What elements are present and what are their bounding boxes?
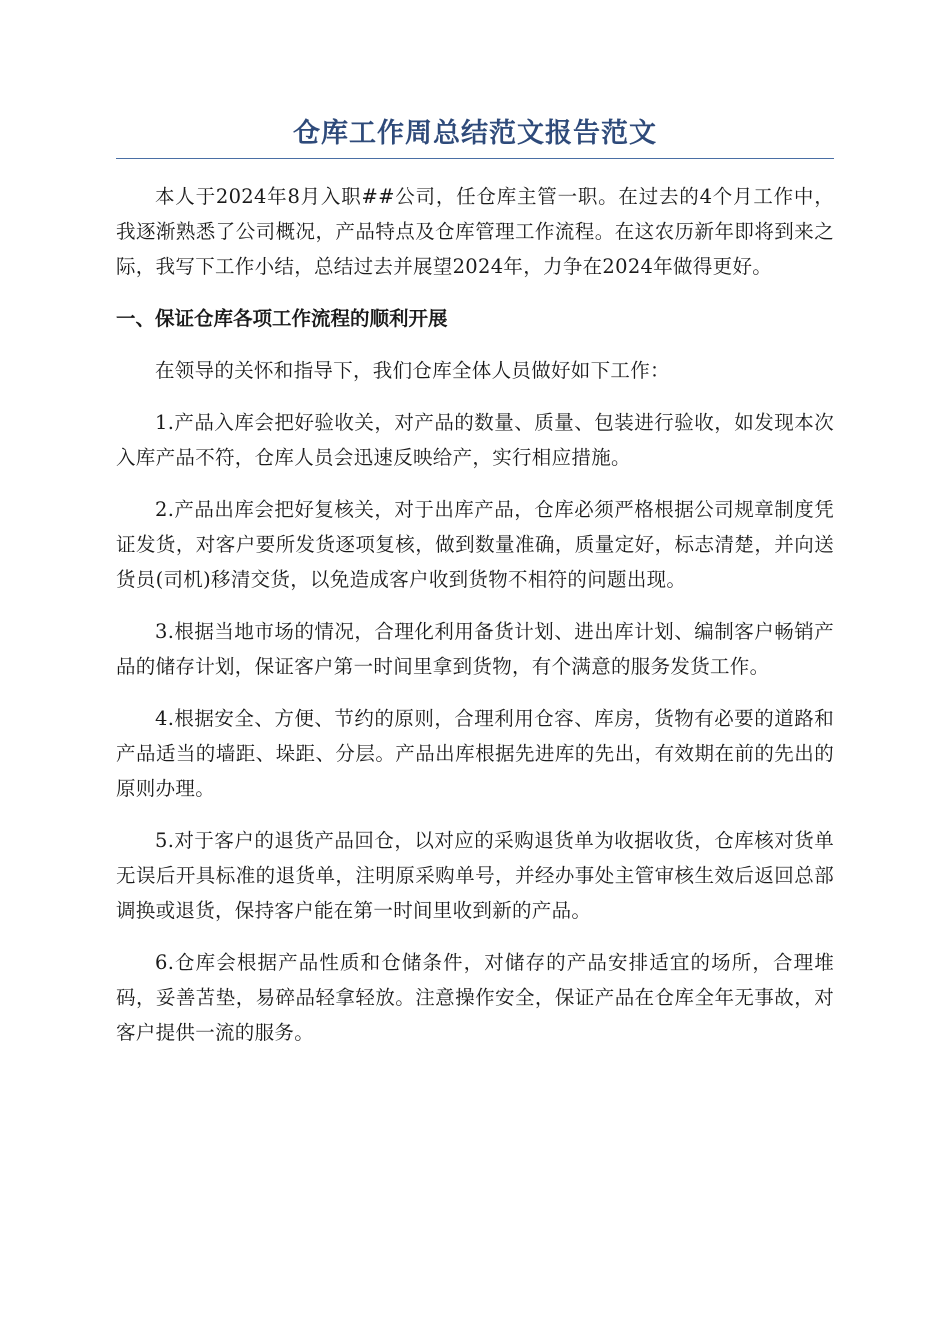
- list-item-5: 5.对于客户的退货产品回仓，以对应的采购退货单为收据收货，仓库核对货单无误后开具标准的退货单，注明原采购单号，并经办事处主管审核生效后返回总部调换或退货，保持客户能在第一时间里收到新的产品。: [116, 829, 834, 922]
- list-item-6: 6.仓库会根据产品性质和仓储条件，对储存的产品安排适宜的场所，合理堆码，妥善苫垫，易碎品轻拿轻放。注意操作安全，保证产品在仓库全年无事故，对客户提供一流的服务。: [116, 951, 834, 1044]
- section-lead-paragraph: 在领导的关怀和指导下，我们仓库全体人员做好如下工作：: [155, 359, 670, 382]
- section-heading: 一、保证仓库各项工作流程的顺利开展: [116, 307, 448, 330]
- spacer: [116, 159, 834, 179]
- list-item-1: 1.产品入库会把好验收关，对产品的数量、质量、包装进行验收，如发现本次入库产品不符，仓库人员会迅速反映给产，实行相应措施。: [116, 411, 834, 469]
- document-page: [116, 112, 834, 1050]
- document-title: 仓库工作周总结范文报告范文: [116, 112, 834, 159]
- list-item-3: 3.根据当地市场的情况，合理化利用备货计划、进出库计划、编制客户畅销产品的储存计划，保证客户第一时间里拿到货物，有个满意的服务发货工作。: [116, 620, 834, 678]
- intro-paragraph: 本人于2024年8月入职##公司，任仓库主管一职。在过去的4个月工作中，我逐渐熟悉了公司概况，产品特点及仓库管理工作流程。在这农历新年即将到来之际，我写下工作小结，总结过去并展望2024年，力争在2024年做得更好。: [116, 185, 834, 278]
- list-item-4: 4.根据安全、方便、节约的原则，合理利用仓容、库房，货物有必要的道路和产品适当的墙距、垛距、分层。产品出库根据先进库的先出，有效期在前的先出的原则办理。: [116, 707, 834, 800]
- list-item-2: 2.产品出库会把好复核关，对于出库产品，仓库必须严格根据公司规章制度凭证发货，对客户要所发货逐项复核，做到数量准确，质量定好，标志清楚，并向送货员(司机)移清交货，以免造成客户收到货物不相符的问题出现。: [116, 498, 834, 591]
